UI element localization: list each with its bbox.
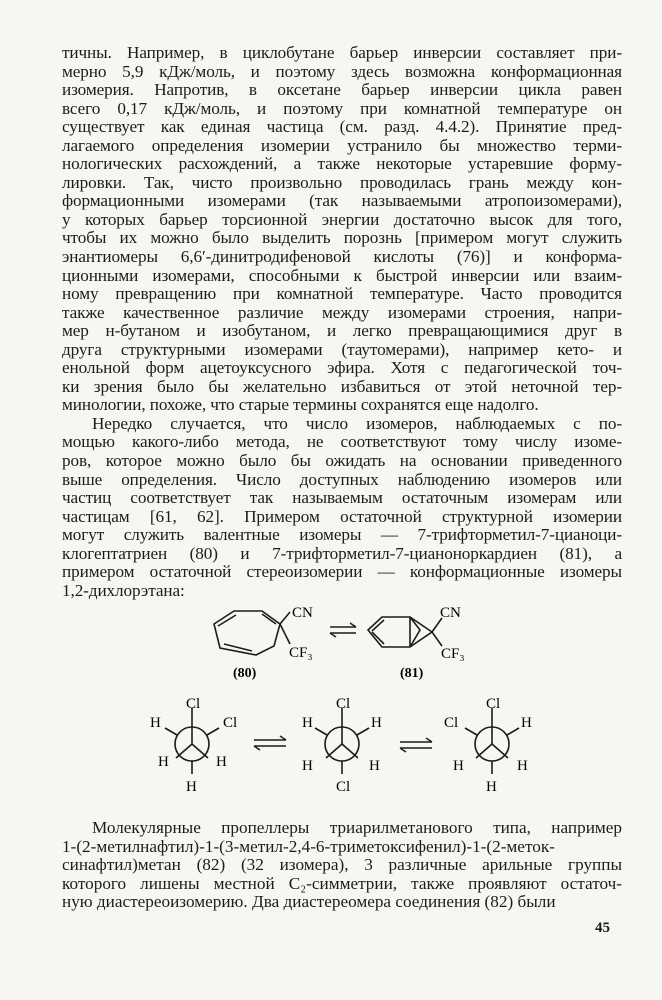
cn-label-81: CN xyxy=(440,605,461,621)
text-line: клогептатриен (80) и 7-трифторметил-7-цианоноркардиен (81), а xyxy=(62,544,622,563)
text-line: энантиомеры 6,6′-динитродифеновой кислоты (76)] и конформа- xyxy=(62,248,622,267)
newman3-bottom: H xyxy=(486,779,497,795)
newman3-upright: H xyxy=(521,715,532,731)
text-line: минологии, похоже, что старые термины сохранятся еще надолго. xyxy=(62,396,539,415)
newman-projection-1 xyxy=(150,696,237,795)
newman-projection-2 xyxy=(302,696,382,795)
text-line: могут служить валентные изомеры — 7-трифторметил-7-цианоци- xyxy=(62,526,622,545)
text-line: 1,2-дихлорэтана: xyxy=(62,581,185,600)
text-line: синафтил)метан (82) (32 изомера), 3 различные арильные группы xyxy=(62,856,622,875)
text-line: мерно 5,9 кДж/моль, и поэтому здесь возможна конформационная xyxy=(62,62,622,81)
newman2-left: H xyxy=(302,758,313,774)
page-number: 45 xyxy=(595,920,610,936)
text-line: чтобы их можно было выделить порознь [примером могут служить xyxy=(62,229,622,248)
text-line: тичны. Например, в циклобутане барьер инверсии составляет при- xyxy=(62,44,622,62)
cn-label-80: CN xyxy=(292,605,313,621)
text-line: частиц соответствует так называемым остаточным изомерам или xyxy=(62,489,622,508)
text-line: ки зрения было бы желательно избавиться от этой неточной тер- xyxy=(62,377,622,396)
newman2-top: Cl xyxy=(336,696,351,712)
text-line: нологических расхождений, а также некоторые устаревшие форму- xyxy=(62,155,622,174)
newman1-right: H xyxy=(216,754,227,770)
newman1-top: Cl xyxy=(186,696,201,712)
equilibrium-arrow-top xyxy=(330,623,356,637)
newman3-upleft: Cl xyxy=(444,715,459,731)
newman2-upleft: H xyxy=(302,715,313,731)
text-line: лировки. Так, чисто произвольно проводилась грань между кон- xyxy=(62,173,622,192)
text-line: ров, которое можно было бы ожидать на основании приведенного xyxy=(62,452,622,471)
newman3-right: H xyxy=(517,758,528,774)
newman2-right: H xyxy=(369,758,380,774)
text-line: Молекулярные пропеллеры триарилметанового типа, например xyxy=(92,819,622,837)
equilibrium-arrow-2 xyxy=(400,738,432,752)
newman1-bottom: H xyxy=(186,779,197,795)
compound-label-81: (81) xyxy=(400,666,424,681)
paragraph-3 xyxy=(62,819,622,912)
newman1-left: H xyxy=(158,754,169,770)
newman3-top: Cl xyxy=(486,696,501,712)
text-line: формационными изомерами (так называемыми атропоизомерами), xyxy=(62,192,622,211)
norcaradiene-structure xyxy=(368,617,442,647)
compound-label-80: (80) xyxy=(233,666,257,681)
text-line: енольной форм ацетоуксусного эфира. Хотя с педагогической точ- xyxy=(62,359,622,378)
newman-projection-3 xyxy=(444,696,532,795)
text-line: выше определения. Число доступных наблюдению изомеров или xyxy=(62,470,622,489)
text-line: мер н-бутаном и изобутаном, и легко превращающимися друг в xyxy=(62,322,622,341)
text-line: ную диастереоизомерию. Два диастереомера соединения (82) были xyxy=(62,893,556,912)
text-line: у которых барьер торсионной энергии достаточно высок для того, xyxy=(62,210,622,229)
text-line: ному превращению при комнатной температуре. Часто проводится xyxy=(62,285,622,304)
text-line: которого лишены местной C₂-симметрии, также проявляют остаточ- xyxy=(62,874,622,893)
newman1-upleft: H xyxy=(150,715,161,731)
text-line: ционными изомерами, способными к быстрой инверсии или взаим- xyxy=(62,266,622,285)
cf3-label-81: CF₃ xyxy=(441,646,465,662)
text-line: мощью какого-либо метода, не соответствуют тому числу изоме- xyxy=(62,433,622,452)
text-line: примером остаточной стереоизомерии — конформационные изомеры xyxy=(62,563,622,582)
text-line: Нередко случается, что число изомеров, наблюдаемых с по- xyxy=(92,414,622,433)
newman3-left: H xyxy=(453,758,464,774)
cf3-label-80: CF₃ xyxy=(289,645,313,661)
text-line: лагаемого определения изомерии устранило бы множество терми- xyxy=(62,136,622,155)
cycloheptatriene-structure xyxy=(214,611,290,655)
text-line: также качественное различие между изомерами строения, напри- xyxy=(62,303,622,322)
text-line: всего 0,17 кДж/моль, и поэтому при комнатной температуре он xyxy=(62,99,622,118)
text-line: существует как единая частица (см. разд. 4.4.2). Принятие пред- xyxy=(62,118,622,137)
text-line: 1-(2-метилнафтил)-1-(3-метил-2,4-6-триметоксифенил)-1-(2-меток- xyxy=(62,837,555,856)
text-line: изомерия. Напротив, в оксетане барьер инверсии цикла равен xyxy=(62,81,622,100)
text-line: частицам [61, 62]. Примером остаточной структурной изомерии xyxy=(62,507,622,526)
equilibrium-arrow-1 xyxy=(254,736,286,750)
text-line: друга структурными изомерами (таутомерами), например кето- и xyxy=(62,340,622,359)
newman2-bottom: Cl xyxy=(336,779,351,795)
newman1-upright: Cl xyxy=(223,715,238,731)
newman2-upright: H xyxy=(371,715,382,731)
